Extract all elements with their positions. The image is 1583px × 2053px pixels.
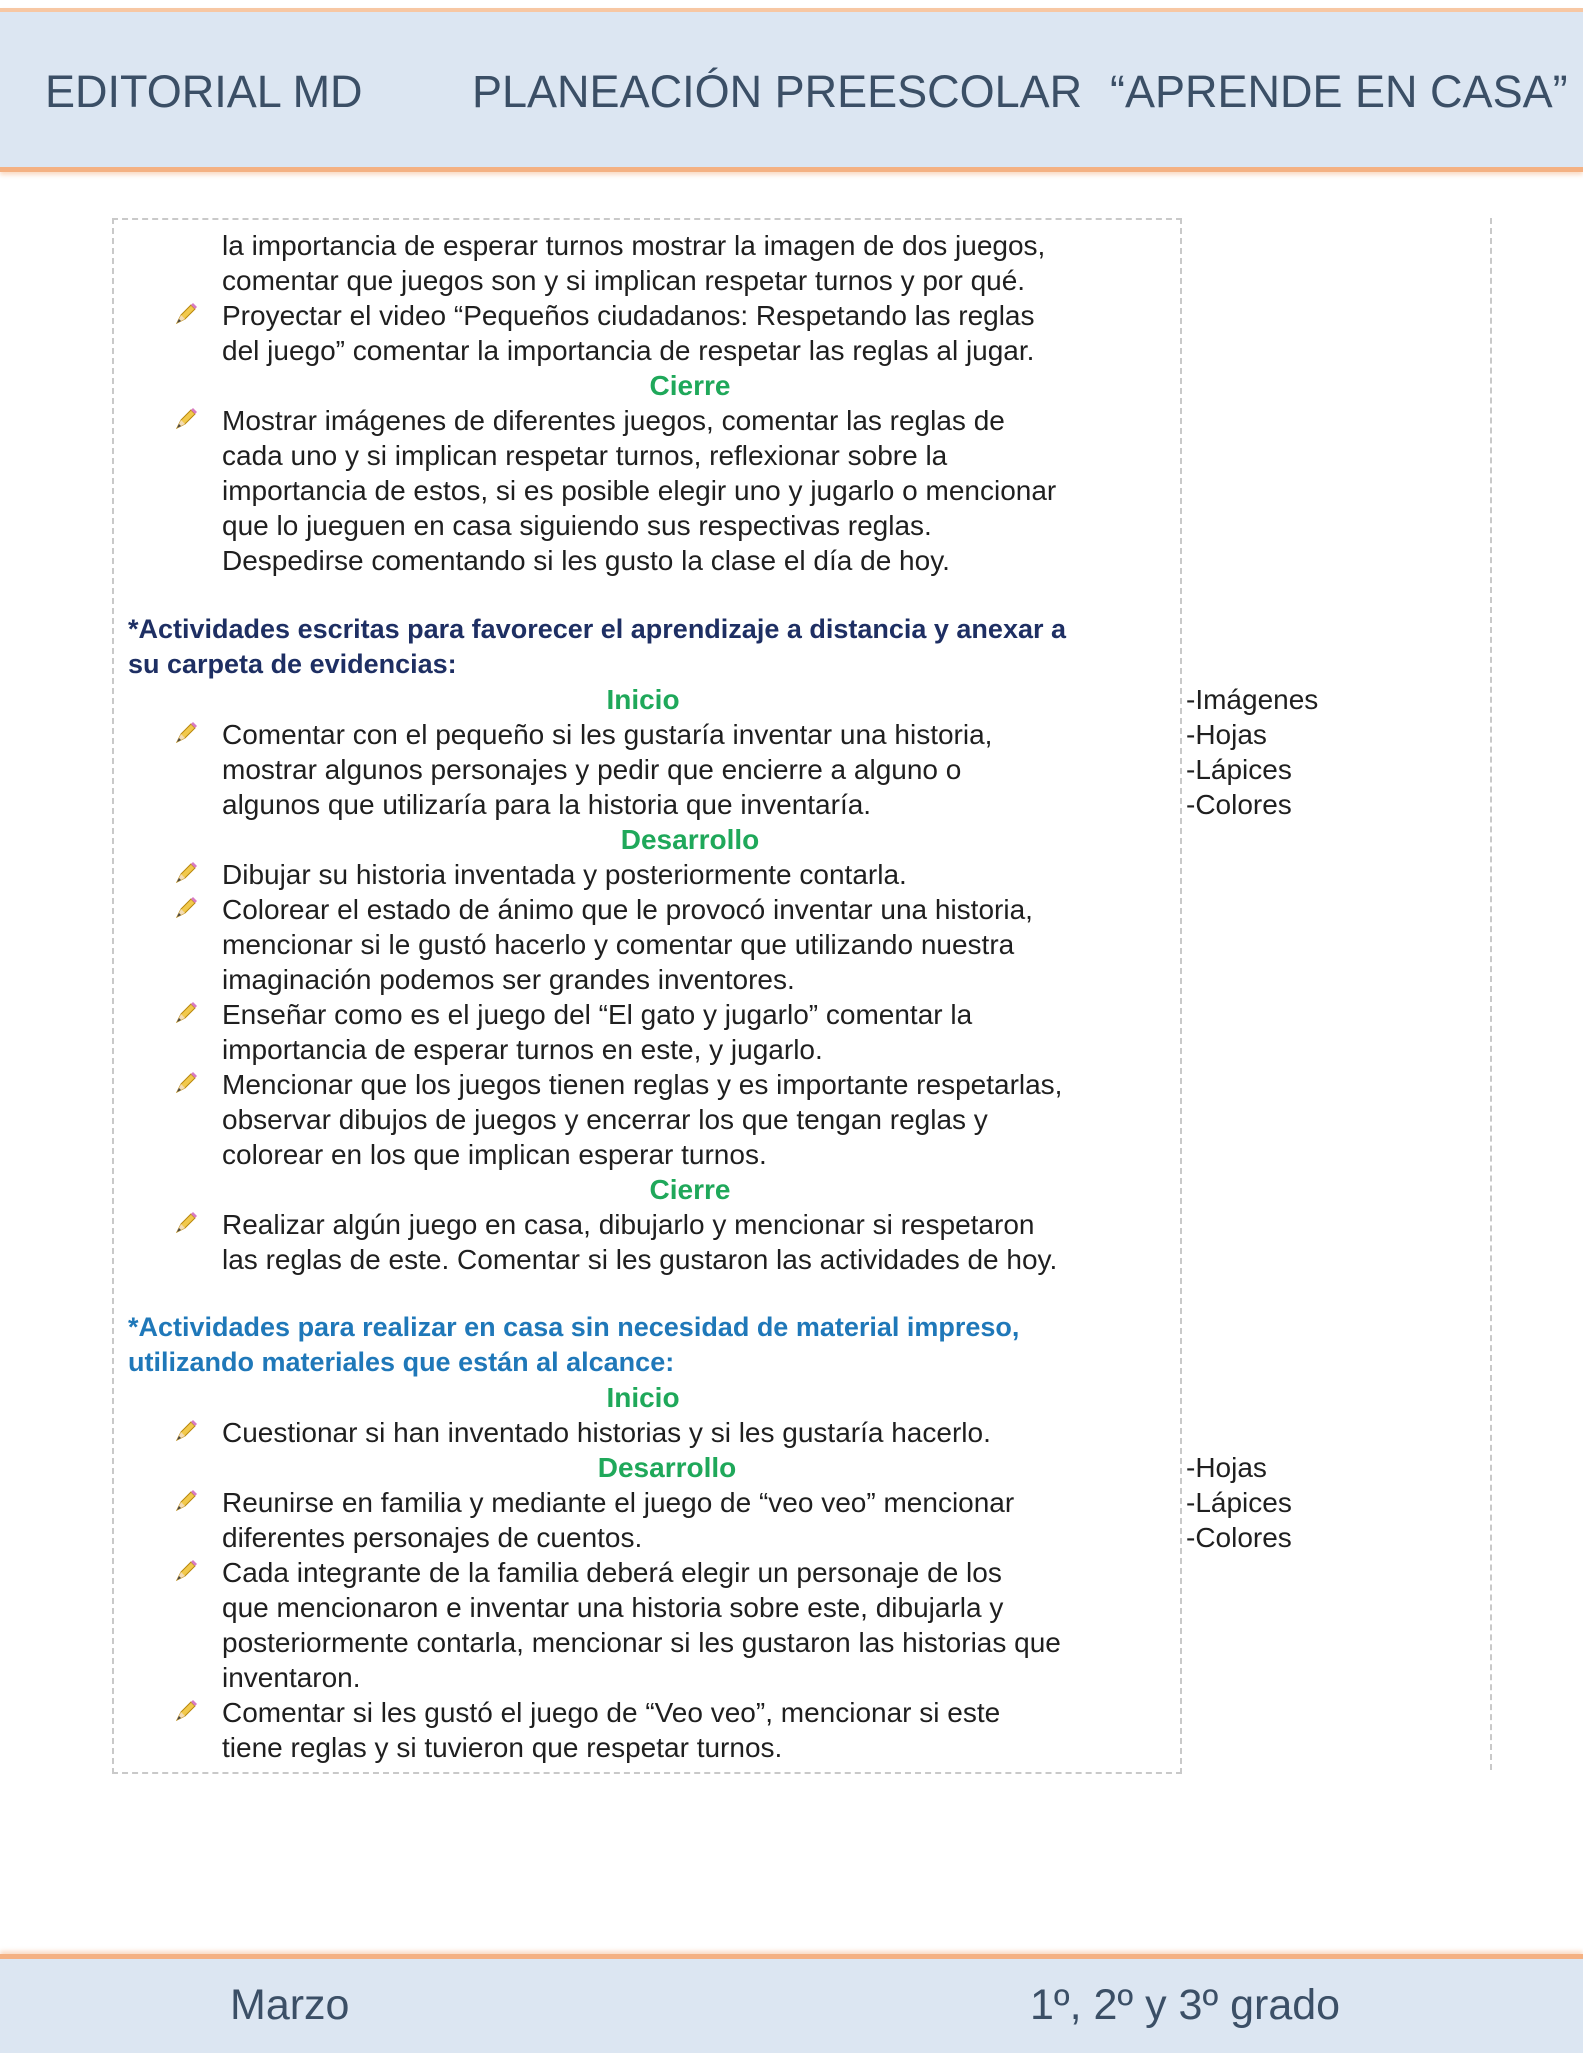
bullet-text: Reunirse en familia y mediante el juego de “veo veo” mencionar xyxy=(222,1487,1015,1518)
bullet-text: Proyectar el video “Pequeños ciudadanos: Respetando las reglas xyxy=(222,300,1035,331)
program-title: “APRENDE EN CASA” xyxy=(1110,66,1568,117)
bullet-text: imaginación podemos ser grandes inventores. xyxy=(222,964,795,995)
material-item: -Imágenes xyxy=(1186,684,1319,715)
material-item: -Lápices xyxy=(1186,1487,1292,1518)
plan-title: PLANEACIÓN PREESCOLAR xyxy=(472,66,1083,117)
section-heading: *Actividades escritas para favorecer el aprendizaje a distancia y anexar a xyxy=(128,614,1066,644)
bullet-text: del juego” comentar la importancia de respetar las reglas al jugar. xyxy=(222,335,1035,366)
material-item: -Colores xyxy=(1186,789,1292,820)
publisher-label: EDITORIAL MD xyxy=(45,66,363,117)
text-line: comentar que juegos son y si implican respetar turnos y por qué. xyxy=(222,265,1026,296)
bullet-text: Dibujar su historia inventada y posteriormente contarla. xyxy=(222,859,907,890)
section-heading: su carpeta de evidencias: xyxy=(128,649,457,679)
pencil-bullet-icon xyxy=(174,1559,198,1583)
footer-month: Marzo xyxy=(230,1981,350,2029)
material-item: -Hojas xyxy=(1186,719,1267,750)
pencil-bullet-icon xyxy=(174,896,198,920)
bullet-text: Mostrar imágenes de diferentes juegos, comentar las reglas de xyxy=(222,405,1005,436)
section-heading: utilizando materiales que están al alcance: xyxy=(128,1347,675,1377)
bullet-text: mostrar algunos personajes y pedir que encierre a alguno o xyxy=(222,754,962,785)
bullet-text: inventaron. xyxy=(222,1662,361,1693)
page-content: la importancia de esperar turnos mostrar la imagen de dos juegos, comentar que juegos son y si implican respetar turnos y por qué. Proyectar el video “Pequeños ciudadanos: Respetando las reglas del juego” comentar la importancia de respetar las reglas al jugar. Cierre Mostrar imágenes de diferentes juegos, comentar las reglas de cada uno y si implican respetar turnos, reflexionar sobre la importancia de estos, si es posible elegir uno y jugarlo o mencionar que lo jueguen en casa siguiendo sus respectivas reglas. Despedirse comentando si les gusto la clase el día de hoy. *Actividades escritas para favorecer el aprendizaje a distancia y anexar a su carpeta de evidencias: Inicio Comentar con el pequeño si les gustaría inventar una historia, mostrar algunos personajes y pedir que encierre a alguno o algunos que utilizaría para la historia que inventaría. Desarrollo Dibujar su historia inventada y posteriormente contarla. Colorear el estado de ánimo que le provocó inventar una historia, mencionar si le gustó hacerlo y comentar que utilizando nuestra imaginación podemos ser grandes inventores. Enseñar como es el juego del “El gato y jugarlo” comentar la importancia de esperar turnos en este, y jugarlo. Mencionar que los juegos tienen reglas y es importante respetarlas, observar dibujos de juegos y encerrar los que tengan reglas y colorear en los que implican esperar turnos. Cierre Realizar algún juego en casa, dibujarlo y mencionar si respetaron las reglas de este. Comentar si les gustaron las actividades de hoy. -Imágenes -Hojas -Lápices -Colores *Actividades para realizar en casa sin necesidad de material impreso, utilizando materiales que están al alcance: Inicio Cuestionar si han inventado historias y si les gustaría hacerlo. Desarrollo Reunirse en familia y mediante el juego de “veo veo” mencionar diferentes personajes de cuentos. Cada integrante de la familia deberá elegir un personaje de los que mencionaron e inventar una historia sobre este, dibujarla y posteriormente contarla, mencionar si les gustaron las historias que inventaron. Comentar si les gustó el juego de “Veo veo”, mencionar si este tiene reglas y si tuvieron que respetar turnos. -Hojas -Lápices -Colores xyxy=(128,230,1319,1763)
pencil-bullet-icon xyxy=(174,721,198,745)
bullet-text: Cada integrante de la familia deberá elegir un personaje de los xyxy=(222,1557,1002,1588)
bullet-text: tiene reglas y si tuvieron que respetar turnos. xyxy=(222,1732,783,1763)
bullet-text: cada uno y si implican respetar turnos, reflexionar sobre la xyxy=(222,440,948,471)
bullet-text: algunos que utilizaría para la historia que inventaría. xyxy=(222,789,872,820)
bullet-text: Realizar algún juego en casa, dibujarlo y mencionar si respetaron xyxy=(222,1209,1035,1240)
pencil-bullet-icon xyxy=(174,1419,198,1443)
pencil-bullet-icon xyxy=(174,1489,198,1513)
bullet-text: las reglas de este. Comentar si les gustaron las actividades de hoy. xyxy=(222,1244,1058,1275)
section-heading: *Actividades para realizar en casa sin necesidad de material impreso, xyxy=(128,1312,1020,1342)
bullet-text: diferentes personajes de cuentos. xyxy=(222,1522,643,1553)
material-item: -Lápices xyxy=(1186,754,1292,785)
bullet-text: Enseñar como es el juego del “El gato y jugarlo” comentar la xyxy=(222,999,973,1030)
pencil-bullet-icon xyxy=(174,1001,198,1025)
bullet-text: que mencionaron e inventar una historia sobre este, dibujarla y xyxy=(222,1592,1004,1623)
pencil-bullet-icon xyxy=(174,407,198,431)
footer-grades: 1º, 2º y 3º grado xyxy=(1030,1981,1341,2029)
pencil-bullet-icon xyxy=(174,861,198,885)
bullet-text: posteriormente contarla, mencionar si les gustaron las historias que xyxy=(222,1627,1061,1658)
bullet-text: importancia de esperar turnos en este, y jugarlo. xyxy=(222,1034,823,1065)
bullet-text: que lo jueguen en casa siguiendo sus respectivas reglas. xyxy=(222,510,932,541)
bullet-text: observar dibujos de juegos y encerrar los que tengan reglas y xyxy=(222,1104,988,1135)
text-line: la importancia de esperar turnos mostrar la imagen de dos juegos, xyxy=(222,230,1046,261)
bullet-text: Comentar si les gustó el juego de “Veo veo”, mencionar si este xyxy=(222,1697,1001,1728)
bullet-text: Mencionar que los juegos tienen reglas y es importante respetarlas, xyxy=(222,1069,1063,1100)
bullet-text: Comentar con el pequeño si les gustaría inventar una historia, xyxy=(222,719,993,750)
pencil-bullet-icon xyxy=(174,1211,198,1235)
bullet-text: importancia de estos, si es posible elegir uno y jugarlo o mencionar xyxy=(222,475,1057,506)
material-item: -Hojas xyxy=(1186,1452,1267,1483)
bullet-text: Colorear el estado de ánimo que le provocó inventar una historia, xyxy=(222,894,1033,925)
bullet-text: colorear en los que implican esperar turnos. xyxy=(222,1139,767,1170)
bullet-text: Despedirse comentando si les gusto la clase el día de hoy. xyxy=(222,545,950,576)
page-footer xyxy=(0,1954,1583,2053)
bullet-text: mencionar si le gustó hacerlo y comentar que utilizando nuestra xyxy=(222,929,1015,960)
bullet-text: Cuestionar si han inventado historias y si les gustaría hacerlo. xyxy=(222,1417,991,1448)
material-item: -Colores xyxy=(1186,1522,1292,1553)
pencil-bullet-icon xyxy=(174,1699,198,1723)
pencil-bullet-icon xyxy=(174,302,198,326)
pencil-bullet-icon xyxy=(174,1071,198,1095)
